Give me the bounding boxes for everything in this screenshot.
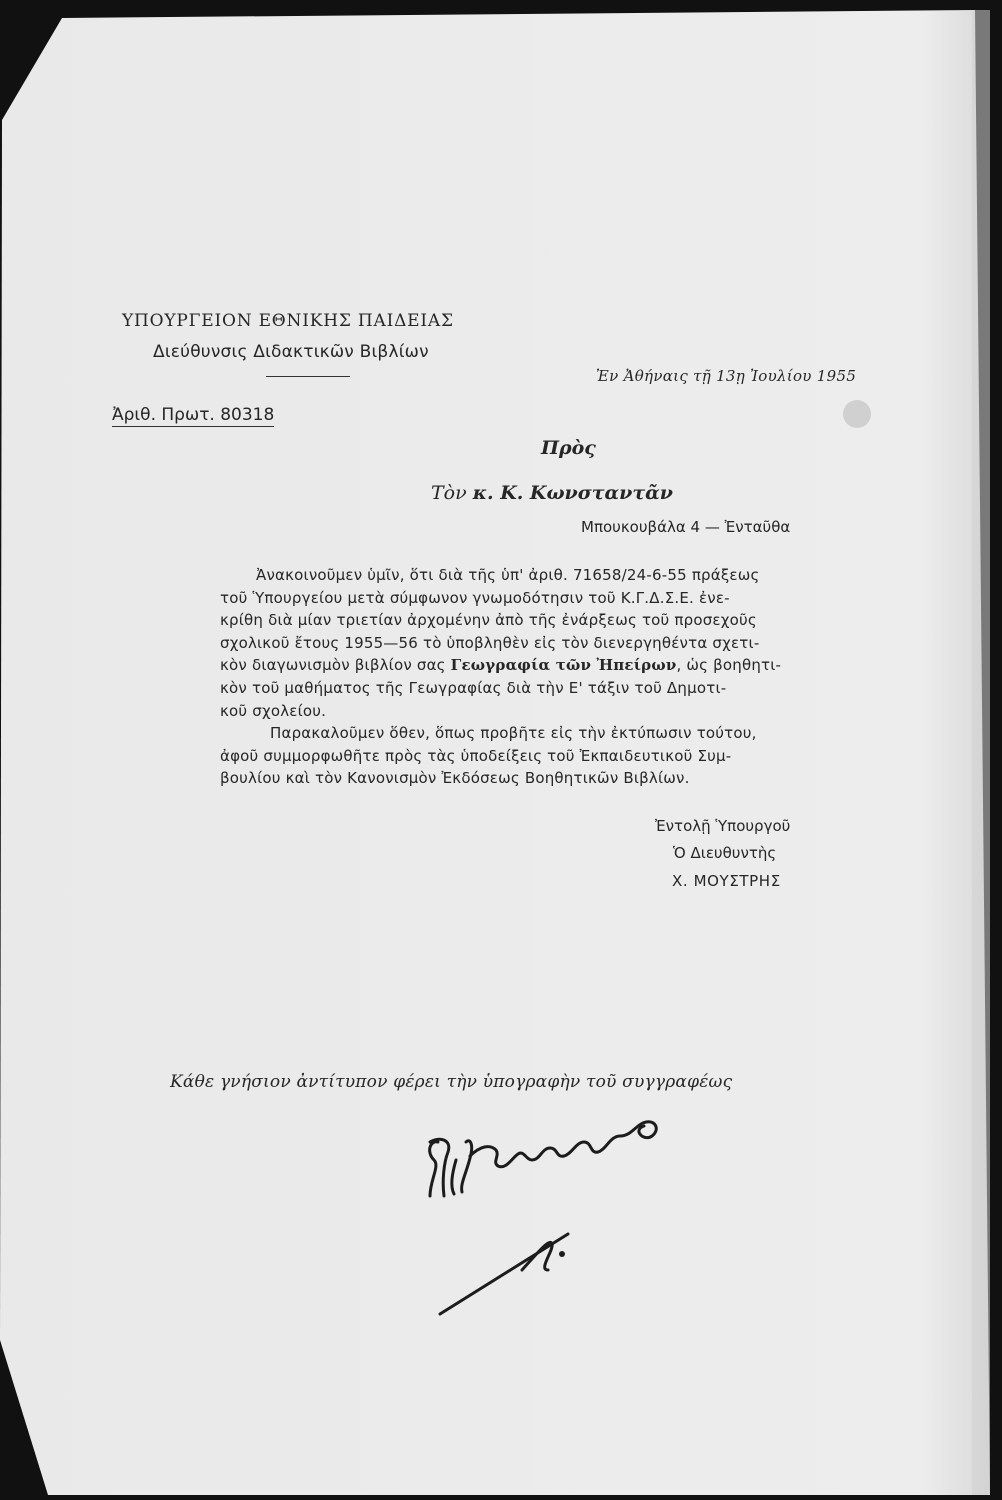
handwritten-signature <box>400 1100 700 1330</box>
body-line: κοῦ σχολείου. <box>220 701 327 720</box>
protocol-number: Ἀριθ. Πρωτ. 80318 <box>112 405 275 425</box>
recipient-line <box>431 482 673 504</box>
authenticity-note: Κάθε γνήσιον ἀντίτυπον φέρει τὴν ὑπογραφὴν τοῦ συγγραφέως <box>170 1072 733 1092</box>
recipient-name: κ. Κ. Κωνσταντᾶν <box>472 482 673 504</box>
body-line: Ἀνακοινοῦμεν ὑμῖν, ὅτι διὰ τῆς ὑπ' ἀριθ. 71658/24-6-55 πράξεως <box>256 566 760 584</box>
book-title: Γεωγραφία τῶν Ἠπείρων <box>450 656 677 675</box>
body-line: βουλίου καὶ τὸν Κανονισμὸν Ἐκδόσεως Βοηθητικῶν Βιβλίων. <box>220 769 690 788</box>
body-line: σχολικοῦ ἔτους 1955—56 τὸ ὑποβληθὲν εἰς τὸν διενεργηθέντα σχετι- <box>220 633 760 652</box>
body-text-segment: , ὡς βοηθητι- <box>676 656 782 675</box>
signature-authority: Ἐντολῇ Ὑπουργοῦ <box>655 817 791 835</box>
salutation: Πρὸς <box>541 437 596 459</box>
dateline: Ἐν Ἀθήναις τῇ 13ῃ Ἰουλίου 1955 <box>596 367 857 385</box>
body-line <box>220 654 922 677</box>
division-name: Διεύθυνσις Διδακτικῶν Βιβλίων <box>153 342 429 362</box>
letter-body <box>220 564 922 790</box>
recipient-prefix: Τὸν <box>431 482 467 504</box>
body-text-segment: κὸν διαγωνισμὸν βιβλίον σας <box>220 656 451 675</box>
recipient-address: Μπουκουβάλα 4 — Ἐνταῦθα <box>581 518 791 536</box>
ministry-heading: ΥΠΟΥΡΓΕΙΟΝ ΕΘΝΙΚΗΣ ΠΑΙΔΕΙΑΣ <box>122 311 454 331</box>
body-line: ἀφοῦ συμμορφωθῆτε πρὸς τὰς ὑποδείξεις τοῦ Ἐκπαιδευτικοῦ Συμ- <box>220 746 732 765</box>
divider-line <box>266 376 350 377</box>
signature-title: Ὁ Διευθυντὴς <box>673 844 777 862</box>
body-line: κὸν τοῦ μαθήματος τῆς Γεωγραφίας διὰ τὴν Ε' τάξιν τοῦ Δημοτι- <box>220 678 727 697</box>
body-line: κρίθη διὰ μίαν τριετίαν ἀρχομένην ἀπὸ τῆς ἐνάρξεως τοῦ προσεχοῦς <box>220 611 757 630</box>
body-line: Παρακαλοῦμεν ὅθεν, ὅπως προβῆτε εἰς τὴν ἐκτύπωσιν τούτου, <box>270 724 757 743</box>
signatory-name: Χ. ΜΟΥΣΤΡΗΣ <box>672 872 781 890</box>
body-line: τοῦ Ὑπουργείου μετὰ σύμφωνον γνωμοδότησιν τοῦ Κ.Γ.Δ.Σ.Ε. ἐνε- <box>220 588 730 607</box>
